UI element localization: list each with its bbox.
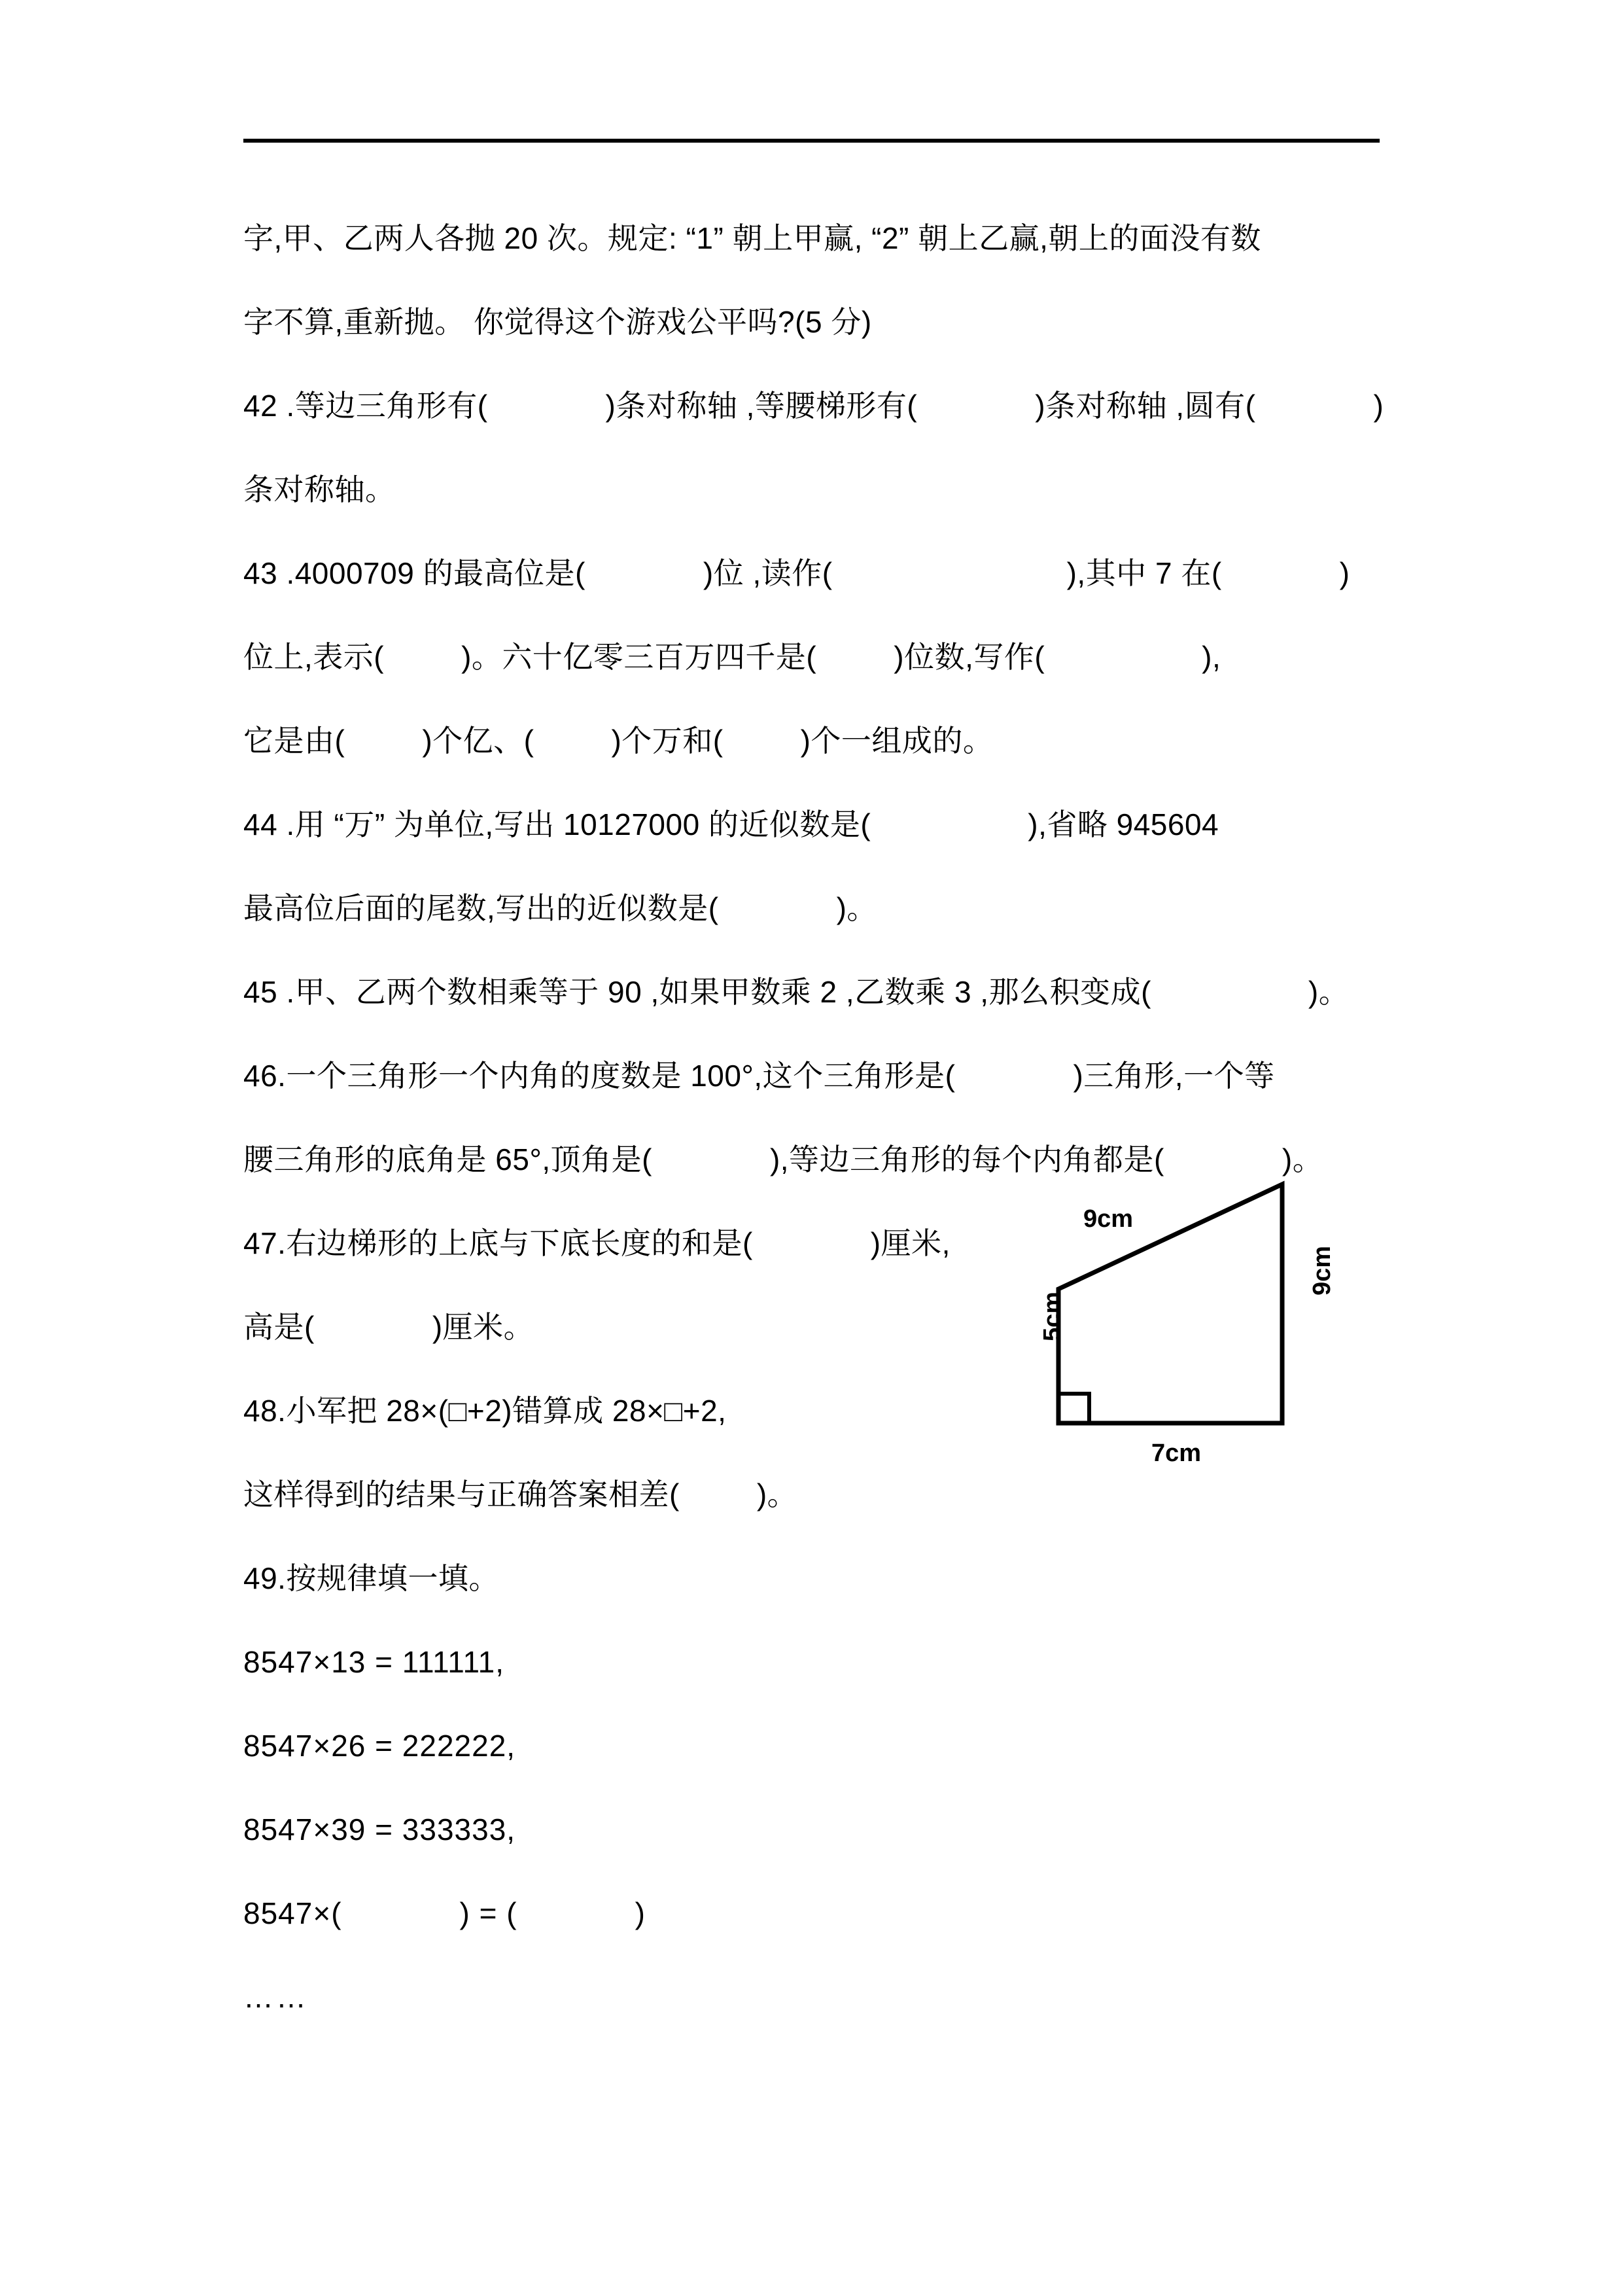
q49-eq-text-c: ) (635, 1896, 646, 1930)
q43-text-i: 它是由( (243, 724, 345, 758)
right-angle-marker-icon (1058, 1394, 1089, 1423)
q49-equation-1: 8547×13 = 111111, (243, 1645, 504, 1679)
question-44-line-2 (243, 866, 1395, 950)
question-48-line-1: 48.小军把 28×(□+2)错算成 28×□+2, (243, 1394, 727, 1428)
q42-text-d: ) (1373, 389, 1384, 423)
q47-text-b: )厘米, (870, 1226, 951, 1260)
question-46-line-1 (243, 1034, 1395, 1118)
q44-text-a: 44 .用 “万” 为单位,写出 10127000 的近似数是( (243, 807, 871, 841)
q43-text-d: ) (1339, 556, 1350, 590)
question-45-line-1 (243, 950, 1395, 1034)
figure-label-top: 9cm (1083, 1205, 1134, 1233)
trapezoid-figure (1021, 1171, 1361, 1479)
question-44-line-1 (243, 783, 1395, 866)
q43-text-e: 位上,表示( (243, 640, 385, 674)
q42-text-b: )条对称轴 ,等腰梯形有( (605, 389, 918, 423)
q47-text-d: )厘米。 (432, 1310, 534, 1344)
q43-text-j: )个亿、( (422, 724, 534, 758)
question-43-line-3 (243, 699, 1395, 783)
trapezoid-svg (1021, 1171, 1361, 1479)
q43-text-b: )位 ,读作( (703, 556, 833, 590)
q47-text-a: 47.右边梯形的上底与下底长度的和是( (243, 1226, 753, 1260)
q46-text-e: )。 (1282, 1142, 1323, 1176)
figure-label-left: 5cm (1039, 1291, 1066, 1341)
q43-text-h: ), (1202, 640, 1221, 674)
q46-text-d: ),等边三角形的每个内角都是( (769, 1142, 1164, 1176)
question-42-line-2: 条对称轴。 (243, 472, 396, 506)
question-43-line-1 (243, 531, 1395, 615)
question-41-line-2: 字不算,重新抛。 你觉得这个游戏公平吗?(5 分) (243, 305, 872, 339)
figure-label-right: 9cm (1308, 1245, 1336, 1296)
q42-text-a: 42 .等边三角形有( (243, 389, 488, 423)
q43-text-k: )个万和( (611, 724, 724, 758)
q49-ellipsis: …… (243, 1980, 309, 2014)
q45-text-a: 45 .甲、乙两个数相乘等于 90 ,如果甲数乘 2 ,乙数乘 3 ,那么积变成( (243, 975, 1151, 1009)
q43-text-f: )。六十亿零三百万四千是( (461, 640, 817, 674)
q49-eq-text-b: ) = ( (459, 1896, 517, 1930)
q44-text-d: )。 (836, 891, 877, 925)
header-divider (243, 139, 1380, 143)
q49-equation-3: 8547×39 = 333333, (243, 1812, 516, 1846)
q44-text-b: ),省略 945604 (1028, 807, 1219, 841)
q48-text-a: 这样得到的结果与正确答案相差( (243, 1477, 680, 1511)
figure-label-bottom: 7cm (1151, 1439, 1202, 1467)
question-content (243, 196, 1395, 2039)
question-49-title: 49.按规律填一填。 (243, 1561, 499, 1595)
q49-equation-2: 8547×26 = 222222, (243, 1729, 516, 1763)
q49-eq-text-a: 8547×( (243, 1896, 342, 1930)
question-41-line-1: 字,甲、乙两人各抛 20 次。规定: “1” 朝上甲赢, “2” 朝上乙赢,朝上的面没有数 (243, 221, 1261, 255)
q47-text-c: 高是( (243, 1310, 315, 1344)
q43-text-g: )位数,写作( (894, 640, 1045, 674)
q43-text-l: )个一组成的。 (800, 724, 994, 758)
q48-text-b: )。 (756, 1477, 798, 1511)
q49-equation-blank (243, 1871, 1395, 1955)
q44-text-c: 最高位后面的尾数,写出的近似数是( (243, 891, 719, 925)
q46-text-a: 46.一个三角形一个内角的度数是 100°,这个三角形是( (243, 1059, 956, 1093)
q43-text-c: ),其中 7 在( (1066, 556, 1222, 590)
q45-text-b: )。 (1308, 975, 1350, 1009)
question-43-line-2 (243, 615, 1395, 699)
question-42-line-1 (243, 364, 1395, 448)
q42-text-c: )条对称轴 ,圆有( (1035, 389, 1256, 423)
q46-text-c: 腰三角形的底角是 65°,顶角是( (243, 1142, 652, 1176)
q46-text-b: )三角形,一个等 (1073, 1059, 1275, 1093)
q43-text-a: 43 .4000709 的最高位是( (243, 556, 585, 590)
